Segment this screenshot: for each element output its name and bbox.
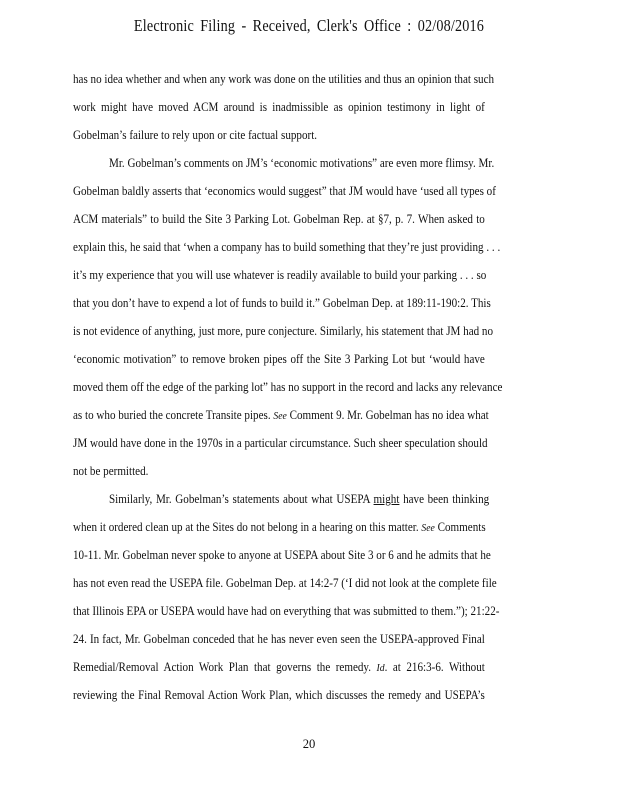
text-line: ACM materials” to build the Site 3 Parking Lot. Gobelman Rep. at §7, p. 7. When asked to — [73, 212, 485, 226]
underlined-word: might — [373, 492, 400, 506]
citation-signal: See — [421, 522, 435, 534]
page-number: 20 — [302, 737, 316, 751]
text-line: it’s my experience that you will use whatever is readily available to build your parking . . . so — [73, 268, 487, 282]
citation-id: Id — [376, 662, 385, 674]
text-line: ‘economic motivation” to remove broken pipes off the Site 3 Parking Lot but ‘would have — [73, 352, 485, 366]
text-segment: Comments — [437, 520, 486, 534]
text-line: is not evidence of anything, just more, pure conjecture. Similarly, his statement that JM had no — [73, 324, 494, 338]
text-segment: have been thinking — [403, 492, 490, 506]
text-segment: Comment 9. Mr. Gobelman has no idea what — [289, 408, 489, 422]
text-line: that you don’t have to expend a lot of funds to build it.” Gobelman Dep. at 189:11-190:2. This — [73, 296, 491, 310]
text-segment: when it ordered clean up at the Sites do not belong in a hearing on this matter. — [73, 520, 419, 534]
text-segment: . at 216:3-6. Without — [384, 660, 485, 674]
paragraph-first-line — [109, 492, 489, 506]
filing-stamp-header: Electronic Filing - Received, Clerk's Office : 02/08/2016 — [133, 16, 485, 35]
text-line: work might have moved ACM around is inadmissible as opinion testimony in light of — [73, 100, 485, 114]
citation-signal: See — [273, 410, 287, 422]
text-line: explain this, he said that ‘when a company has to build something that they’re just providing . . . — [73, 240, 501, 254]
text-segment: as to who buried the concrete Transite pipes. — [73, 408, 271, 422]
text-line: JM would have done in the 1970s in a particular circumstance. Such sheer speculation should — [73, 436, 488, 450]
text-line: Gobelman’s failure to rely upon or cite factual support. — [73, 128, 318, 142]
text-line: has no idea whether and when any work was done on the utilities and thus an opinion that such — [73, 72, 495, 86]
text-segment: Similarly, Mr. Gobelman’s statements about what USEPA — [109, 492, 370, 506]
text-line — [73, 520, 485, 535]
text-line: has not even read the USEPA file. Gobelman Dep. at 14:2-7 (‘I did not look at the complete file — [73, 576, 497, 590]
text-line: 24. In fact, Mr. Gobelman conceded that he has never even seen the USEPA-approved Final — [73, 632, 485, 646]
text-line: Gobelman baldly asserts that ‘economics would suggest” that JM would have ‘used all types of — [73, 184, 496, 198]
paragraph-first-line: Mr. Gobelman’s comments on JM’s ‘economic motivations” are even more flimsy. Mr. — [109, 156, 495, 170]
text-line: 10-11. Mr. Gobelman never spoke to anyone at USEPA about Site 3 or 6 and he admits that he — [73, 548, 491, 562]
text-line: reviewing the Final Removal Action Work Plan, which discusses the remedy and USEPA’s — [73, 688, 485, 702]
text-segment: Remedial/Removal Action Work Plan that governs the remedy. — [73, 660, 372, 674]
text-line — [73, 408, 489, 423]
text-line: that Illinois EPA or USEPA would have had on everything that was submitted to them.”); 21:22- — [73, 604, 500, 618]
text-line: moved them off the edge of the parking lot” has no support in the record and lacks any relevance — [73, 380, 503, 394]
text-line: not be permitted. — [73, 464, 149, 478]
text-line — [73, 660, 485, 675]
